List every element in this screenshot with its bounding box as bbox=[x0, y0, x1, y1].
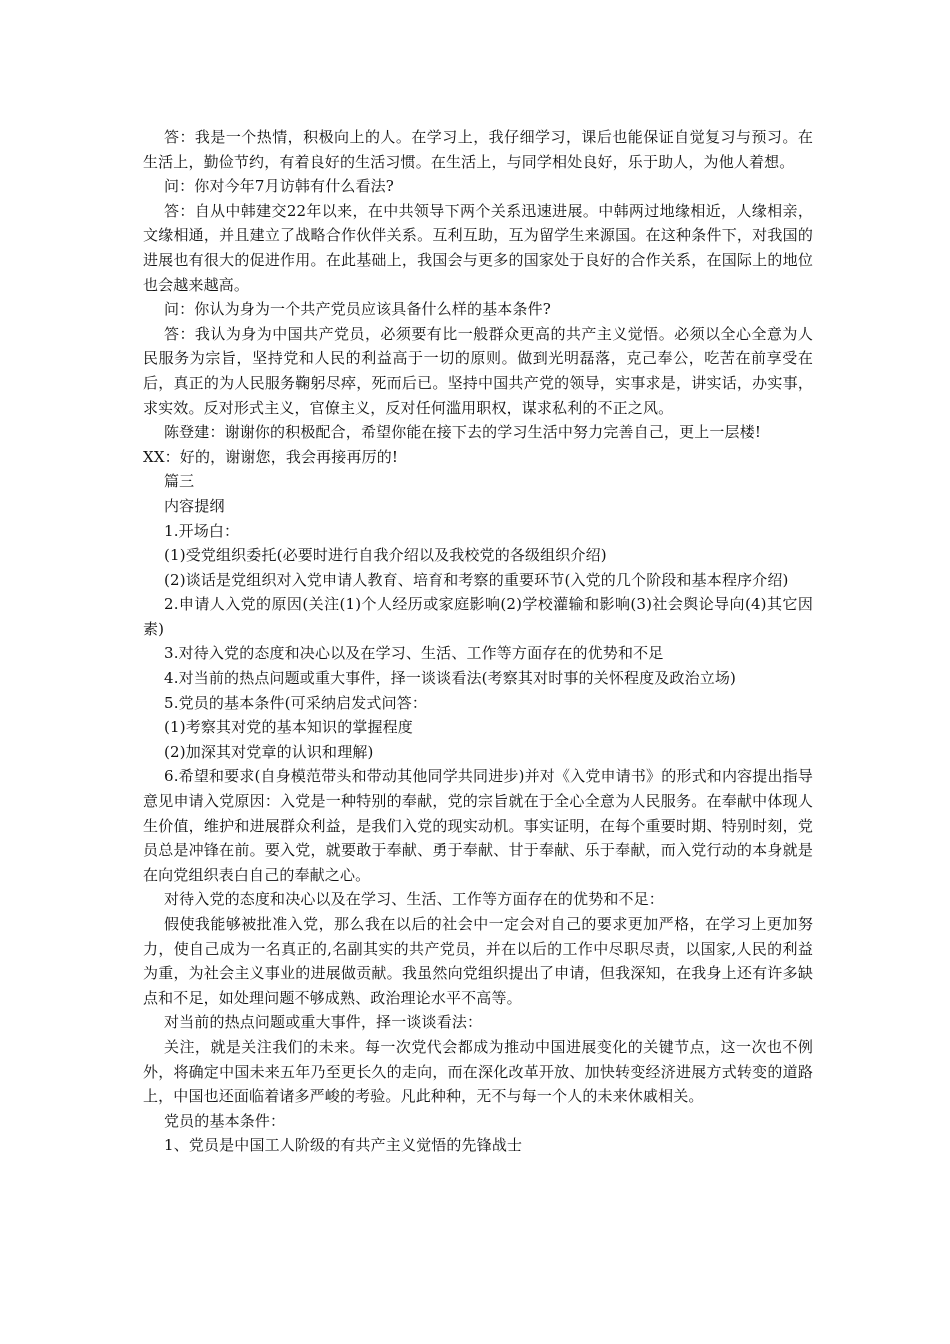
paragraph: 党员的基本条件： bbox=[164, 1111, 286, 1130]
outline-item: (2)加深其对党章的认识和理解) bbox=[164, 742, 374, 761]
outline-item: 5.党员的基本条件(可采纳启发式问答： bbox=[164, 693, 428, 712]
outline-item: 2.申请人入党的原因(关注(1)个人经历或家庭影响(2)学校灌输和影响(3)社会舆论导向(4)其它因素) bbox=[143, 595, 813, 638]
paragraph: 对当前的热点问题或重大事件，择一谈谈看法： bbox=[164, 1013, 483, 1032]
outline-item: (1)考察其对党的基本知识的掌握程度 bbox=[164, 718, 413, 737]
outline-item: 3.对待入党的态度和决心以及在学习、生活、工作等方面存在的优势和不足 bbox=[164, 644, 664, 663]
outline-item: 4.对当前的热点问题或重大事件，择一谈谈看法(考察其对时事的关怀程度及政治立场) bbox=[164, 669, 737, 688]
paragraph: 问：你认为身为一个共产党员应该具备什么样的基本条件? bbox=[164, 300, 551, 319]
outline-item: 6.希望和要求(自身模范带头和带动其他同学共同进步)并对《入党申请书》的形式和内容提出指导意见申请入党原因：入党是一种特别的奉献，党的宗旨就在于全心全意为人民服务。在奉献中体现人生价值，维护和进展群众利益，是我们入党的现实动机。事实证明，在每个重要时期、特别时刻，党员总是冲锋在前。要入党，就要敢于奉献、勇于奉献、甘于奉献、乐于奉献，而入党行动的本身就是在向党组织表白自己的奉献之心。 bbox=[143, 767, 813, 884]
paragraph: 问：你对今年7月访韩有什么看法? bbox=[164, 177, 394, 196]
paragraph: 答：我认为身为中国共产党员，必须要有比一般群众更高的共产主义觉悟。必须以全心全意为人民服务为宗旨，坚持党和人民的利益高于一切的原则。做到光明磊落，克己奉公，吃苦在前享受在后，真正的为人民服务鞠躬尽瘁，死而后已。坚持中国共产党的领导，实事求是，讲实话，办实事，求实效。反对形式主义，官僚主义，反对任何滥用职权，谋求私利的不正之风。 bbox=[143, 324, 813, 417]
section-heading: 篇三 bbox=[164, 472, 195, 491]
section-subheading: 内容提纲 bbox=[164, 496, 225, 515]
paragraph: 答：自从中韩建交22年以来，在中共领导下两个关系迅速进展。中韩两过地缘相近，人缘相亲，文缘相通，并且建立了战略合作伙伴关系。互利互助，互为留学生来源国。在这种条件下，对我国的进展也有很大的促进作用。在此基础上，我国会与更多的国家处于良好的合作关系，在国际上的地位也会越来越高。 bbox=[143, 201, 813, 294]
outline-item: (1)受党组织委托(必要时进行自我介绍以及我校党的各级组织介绍) bbox=[164, 546, 607, 565]
paragraph: 答：我是一个热情，积极向上的人。在学习上，我仔细学习，课后也能保证自觉复习与预习。在生活上，勤俭节约，有着良好的生活习惯。在生活上，与同学相处良好，乐于助人，为他人着想。 bbox=[143, 128, 813, 171]
outline-item: (2)谈话是党组织对入党申请人教育、培育和考察的重要环节(入党的几个阶段和基本程序介绍) bbox=[164, 570, 789, 589]
paragraph: 对待入党的态度和决心以及在学习、生活、工作等方面存在的优势和不足： bbox=[164, 890, 664, 909]
paragraph: 1、党员是中国工人阶级的有共产主义觉悟的先锋战士 bbox=[164, 1136, 523, 1155]
document-body bbox=[143, 125, 813, 1158]
paragraph: 陈登建：谢谢你的积极配合，希望你能在接下去的学习生活中努力完善自己，更上一层楼! bbox=[164, 423, 762, 442]
outline-item: 1.开场白： bbox=[164, 521, 240, 540]
paragraph: 关注，就是关注我们的未来。每一次党代会都成为推动中国进展变化的关键节点，这一次也不例外，将确定中国未来五年乃至更长久的走向，而在深化改革开放、加快转变经济进展方式转变的道路上，中国也还面临着诸多严峻的考验。凡此种种，无不与每一个人的未来休戚相关。 bbox=[143, 1037, 813, 1106]
paragraph: XX：好的，谢谢您，我会再接再厉的! bbox=[143, 447, 399, 466]
paragraph: 假使我能够被批准入党，那么我在以后的社会中一定会对自己的要求更加严格，在学习上更加努力，使自己成为一名真正的,名副其实的共产党员，并在以后的工作中尽职尽责，以国家,人民的利益为重，为社会主义事业的进展做贡献。我虽然向党组织提出了申请，但我深知，在我身上还有许多缺点和不足，如处理问题不够成熟、政治理论水平不高等。 bbox=[143, 915, 813, 1007]
